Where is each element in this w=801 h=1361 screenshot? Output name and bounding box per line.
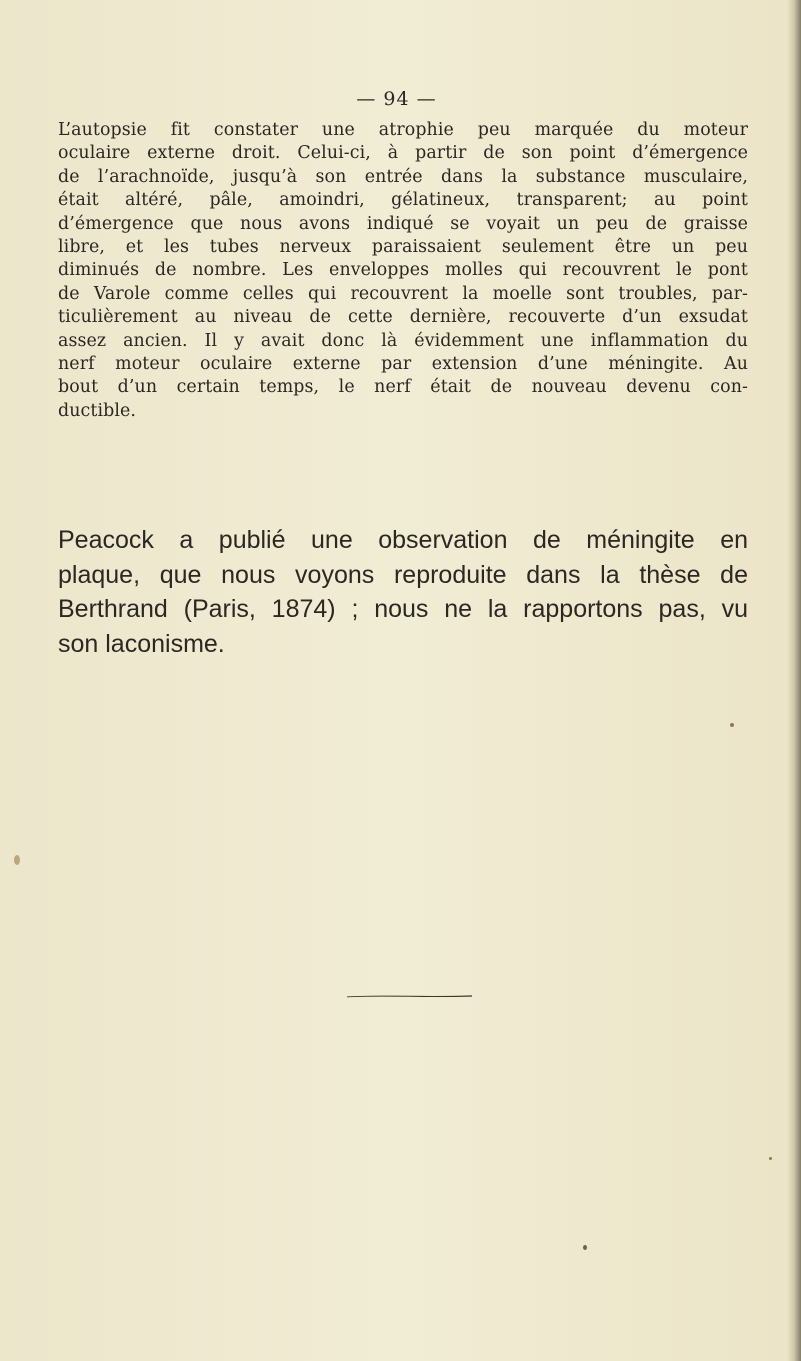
text-line: son laconisme. <box>58 629 225 658</box>
paper-speck <box>14 855 20 865</box>
text-line: était altéré, pâle, amoindri, gélatineux, transparent; au point <box>58 190 748 211</box>
text-line: de Varole comme celles qui recouvrent la moelle sont troubles, par- <box>58 283 748 304</box>
text-line: nerf moteur oculaire externe par extension d’une méningite. Au <box>58 354 748 375</box>
text-line: ductible. <box>58 400 137 421</box>
text-line: L’autopsie fit constater une atrophie peu marquée du moteur <box>58 120 748 140</box>
end-ornament-rule <box>347 994 472 998</box>
text-line: oculaire externe droit. Celui-ci, à partir de son point d’émergence <box>58 143 748 164</box>
paper-speck <box>730 723 734 727</box>
text-line: Berthrand (Paris, 1874) ; nous ne la rapportons pas, vu <box>58 595 748 623</box>
text-line: libre, et les tubes nerveux paraissaient seulement être un peu <box>58 237 748 258</box>
text-line: diminués de nombre. Les enveloppes molles qui recouvrent le pont <box>58 260 748 281</box>
text-line: Peacock a publié une observation de méningite en <box>58 526 748 554</box>
text-line: plaque, que nous voyons reproduite dans la thèse de <box>58 560 748 589</box>
text-line: assez ancien. Il y avait donc là évidemment une inflammation du <box>58 330 748 351</box>
page-edge-shadow <box>787 0 801 1361</box>
text-line: de l’arachnoïde, jusqu’à son entrée dans la substance musculaire, <box>58 166 748 187</box>
paragraph-autopsy <box>58 119 748 423</box>
page-number: — 94 — <box>356 88 437 110</box>
paper-speck <box>769 1157 772 1160</box>
text-line: d’émergence que nous avons indiqué se voyait un peu de graisse <box>58 213 748 234</box>
text-line: bout d’un certain temps, le nerf était de nouveau devenu con- <box>58 377 748 398</box>
paragraph-peacock <box>58 523 748 661</box>
paper-speck <box>583 1245 587 1250</box>
text-line: ticulièrement au niveau de cette dernière, recouverte d’un exsudat <box>58 307 748 328</box>
